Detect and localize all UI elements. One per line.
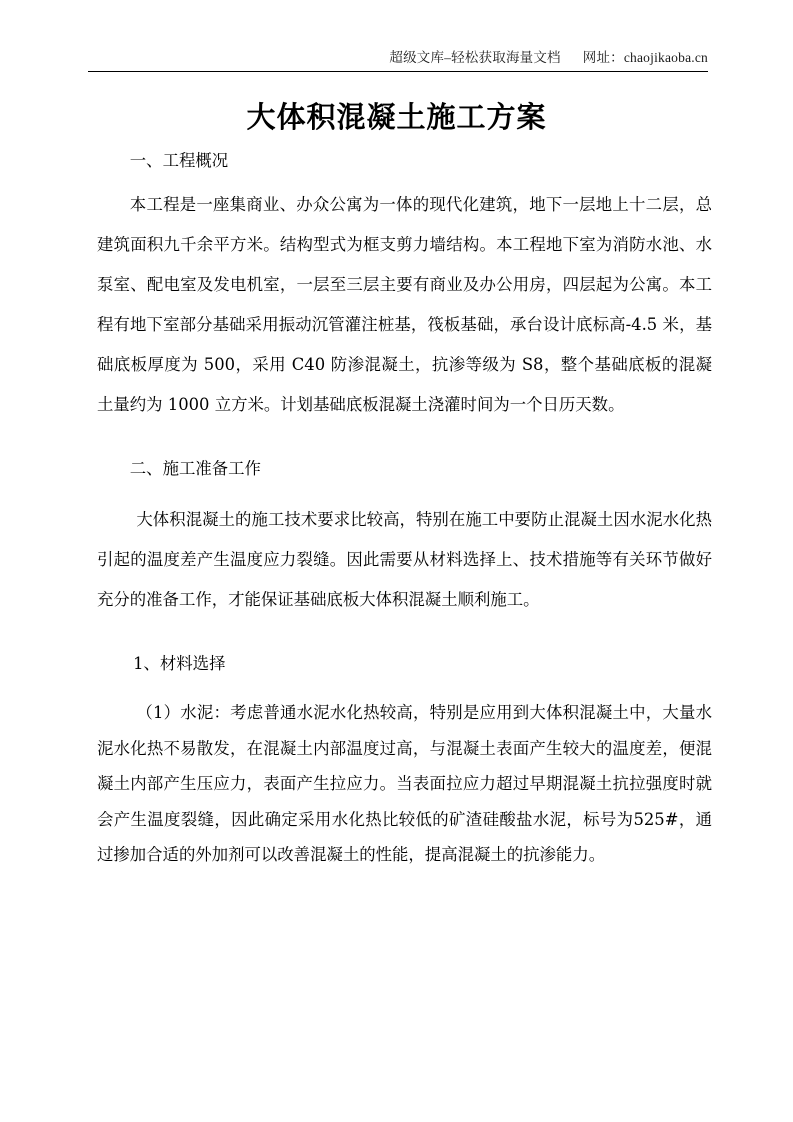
header-url-label: 网址：chaojikaoba.cn bbox=[582, 50, 708, 65]
document-body bbox=[97, 142, 712, 873]
spacer bbox=[97, 620, 712, 645]
section-heading-1: 一、工程概况 bbox=[129, 151, 229, 170]
page-header bbox=[88, 48, 708, 72]
spacer bbox=[97, 487, 712, 500]
subsection-1-paragraph-1: （1）水泥：考虑普通水泥水化热较高，特别是应用到大体积混凝土中，大量水泥水化热不易散发，在混凝土内部温度过高，与混凝土表面产生较大的温度差，便混凝土内部产生压应力，表面产生拉应力。当表面拉应力超过早期混凝土抗拉强度时就会产生温度裂缝，因此确定采用水化热比较低的矿渣硅酸盐水泥，标号为525#，通过掺加合适的外加剂可以改善混凝土的性能，提高混凝土的抗渗能力。 bbox=[97, 703, 712, 864]
header-divider-rule bbox=[88, 71, 708, 72]
header-site-name: 超级文库–轻松获取海量文档 bbox=[389, 50, 561, 65]
spacer bbox=[97, 682, 712, 695]
subsection-heading-1: 1、材料选择 bbox=[133, 654, 226, 673]
section-1-paragraph-1: 本工程是一座集商业、办众公寓为一体的现代化建筑，地下一层地上十二层，总建筑面积九千余平方米。结构型式为框支剪力墙结构。本工程地下室为消防水池、水泵室、配电室及发电机室，一层至三层主要有商业及办公用房，四层起为公寓。本工程有地下室部分基础采用振动沉管灌注桩基，筏板基础，承台设计底标高-4.5 米，基础底板厚度为 500，采用 C40 防渗混凝土，抗渗等级为 S8，整个基础底板的混凝土量约为 1000 立方米。计划基础底板混凝土浇灌时间为一个日历天数。 bbox=[97, 195, 712, 414]
document-title: 大体积混凝土施工方案 bbox=[246, 100, 547, 134]
section-heading-2: 二、施工准备工作 bbox=[129, 459, 261, 478]
header-text-row bbox=[88, 48, 708, 68]
spacer bbox=[97, 425, 712, 450]
section-2-paragraph-1: 大体积混凝土的施工技术要求比较高，特别在施工中要防止混凝土因水泥水化热引起的温度差产生温度应力裂缝。因此需要从材料选择上、技术措施等有关环节做好充分的准备工作，才能保证基础底板大体积混凝土顺利施工。 bbox=[97, 510, 712, 609]
